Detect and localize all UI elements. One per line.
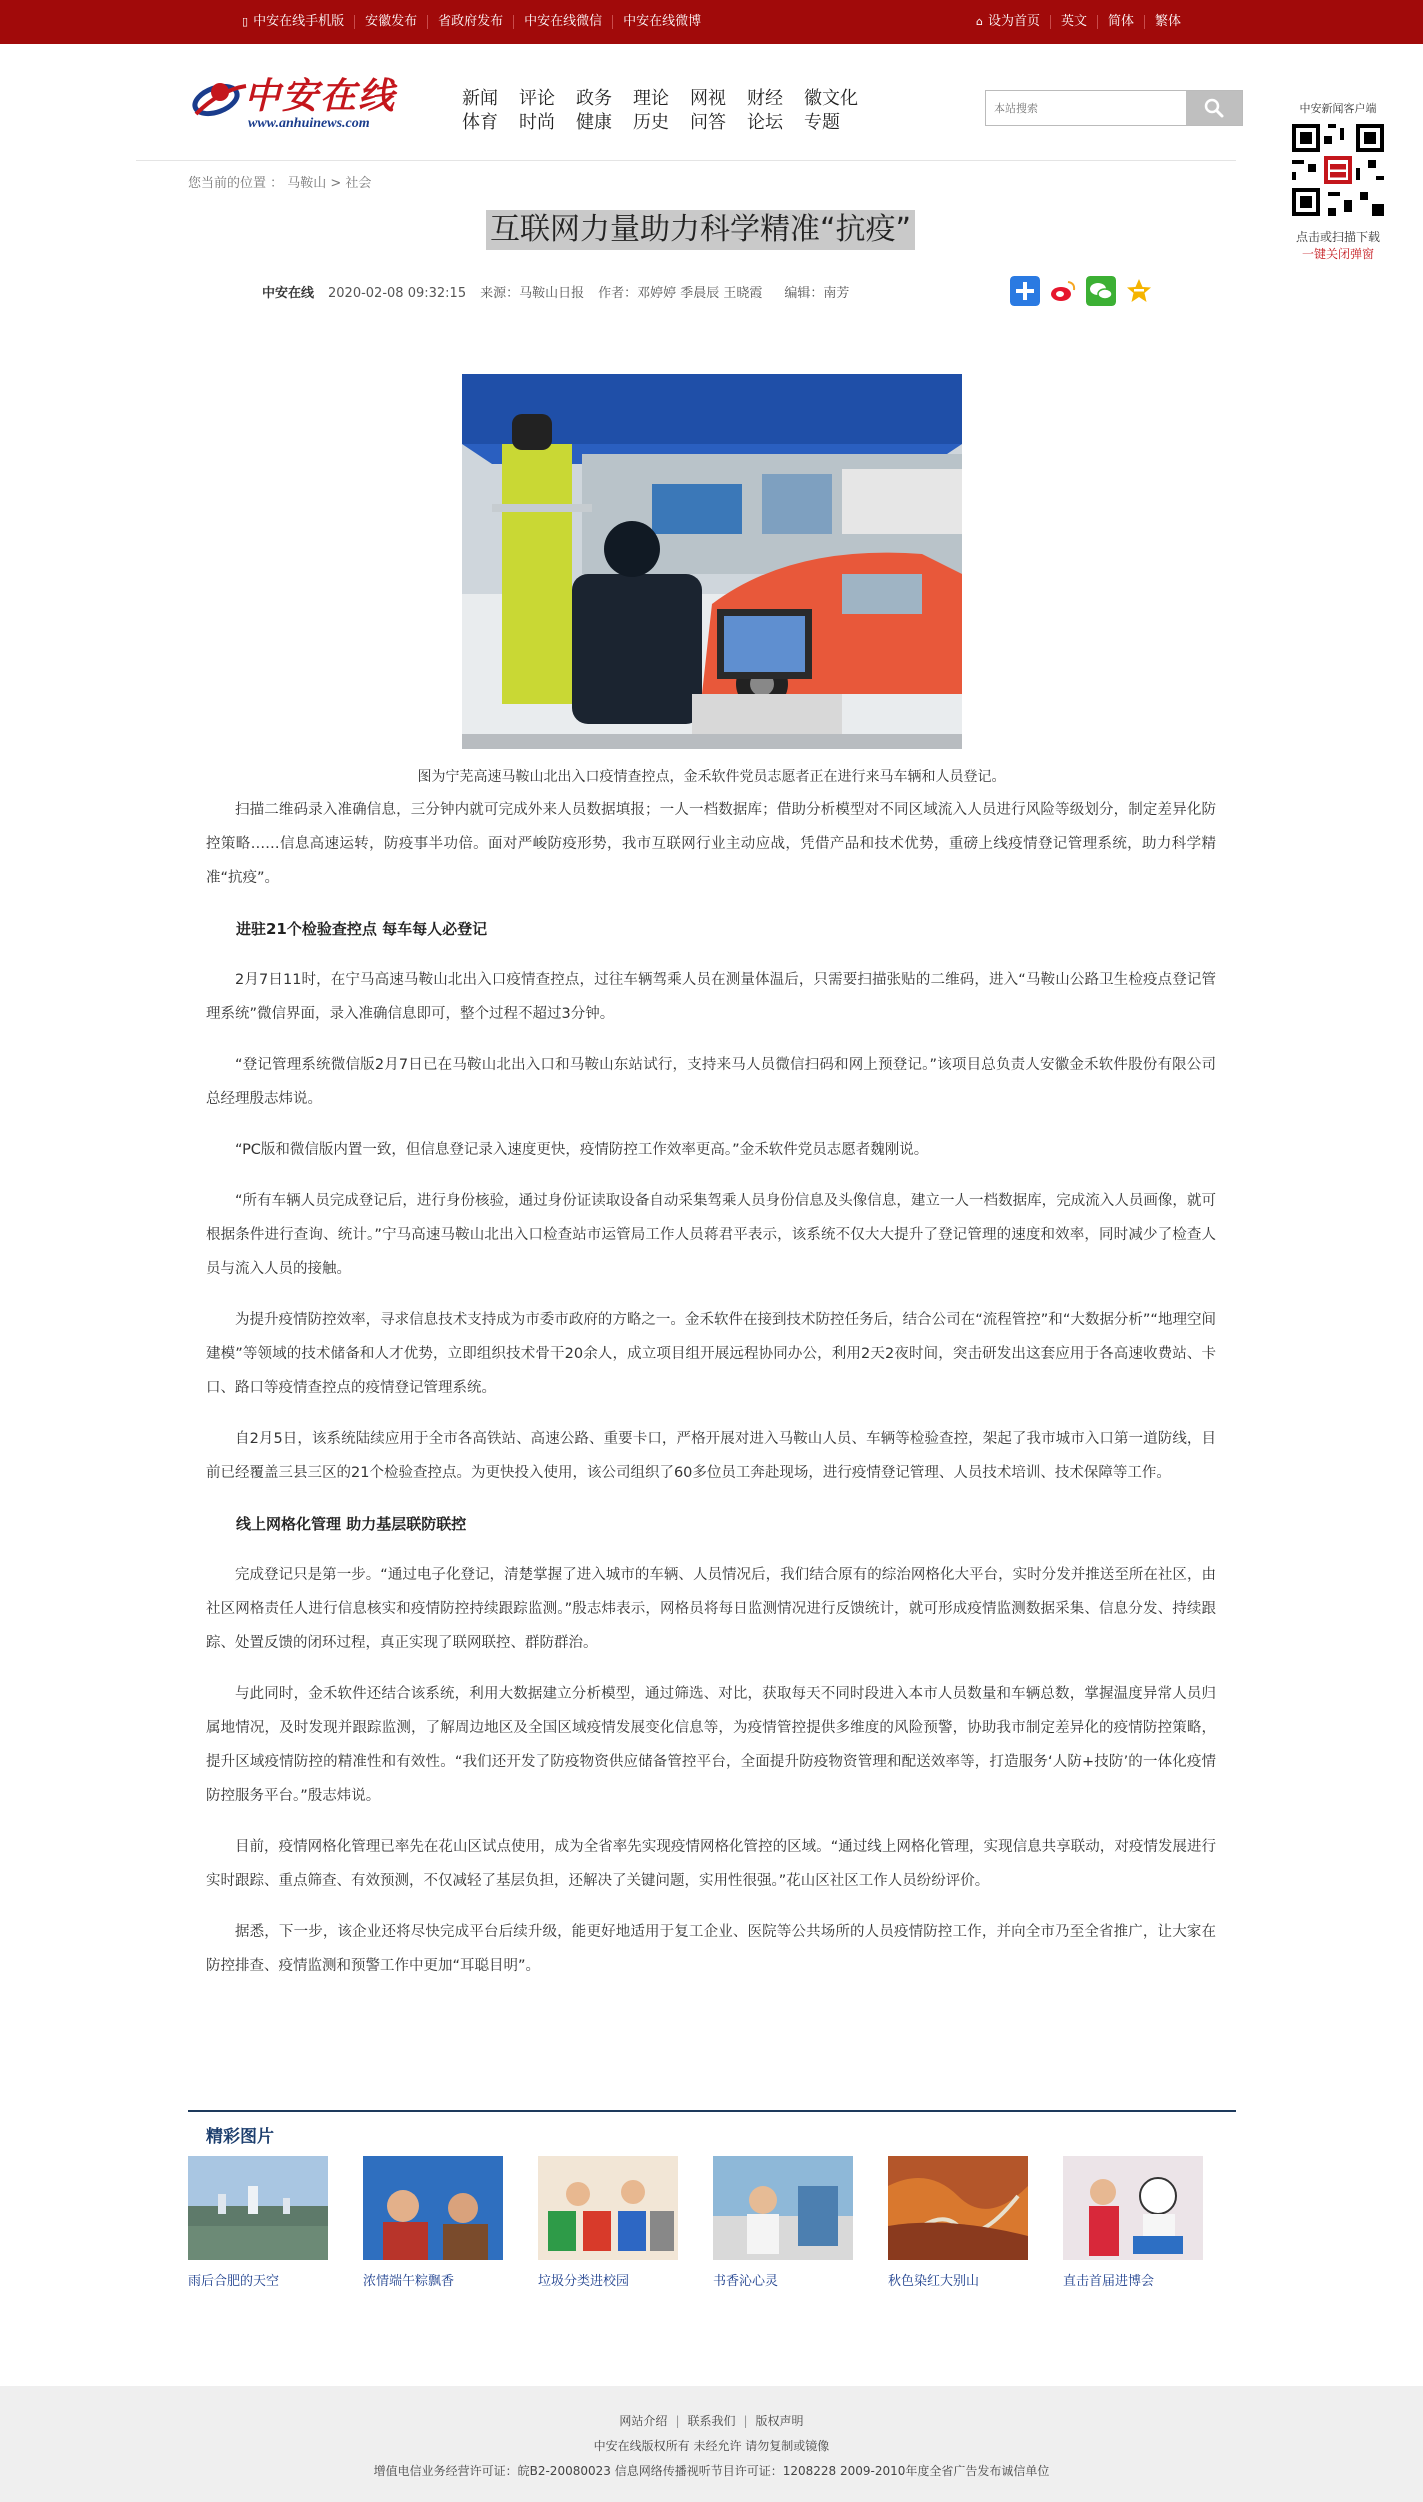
article-title: 互联网力量助力科学精准“抗疫” [486, 210, 915, 250]
gallery-caption: 直击首届进博会 [1063, 2274, 1155, 2289]
article-paragraph: “PC版和微信版内置一致，但信息登记录入速度更快，疫情防控工作效率更高。”金禾软件党员志愿者魏刚说。 [235, 1142, 929, 1158]
site-search [985, 90, 1243, 126]
meta-editor: 编辑：南芳 [784, 286, 850, 301]
footer-link-contact[interactable]: 联系我们 [687, 2414, 736, 2428]
breadcrumb: 您当前的位置 ： 马鞍山 > 社会 [188, 176, 372, 191]
gallery-title: 精彩图片 [206, 2127, 274, 2147]
nav-hui-culture[interactable]: 徽文化 [804, 88, 858, 109]
qr-code-icon[interactable] [1288, 120, 1388, 220]
nav-row-2 [462, 108, 902, 132]
article-paragraph: 目前，疫情网格化管理已率先在花山区试点使用，成为全省率先实现疫情网格化管控的区域。“通过线上网格化管理，实现信息共享联动，对疫情发展进行实时跟踪、重点筛查、有效预测，不仅减轻了基层负担，还解决了关键问题，实用性很强。”花山区社区工作人员纷纷评价。 [206, 1839, 1216, 1889]
search-button[interactable] [1186, 91, 1242, 125]
top-link-gov-release[interactable]: 省政府发布 [427, 15, 513, 29]
gallery-caption: 秋色染红大别山 [888, 2274, 980, 2289]
article-photo [462, 374, 962, 749]
logo-text: 中安在线 [244, 75, 397, 117]
gallery-item[interactable] [188, 2156, 328, 2289]
gallery-caption: 垃圾分类进校园 [538, 2274, 630, 2289]
nav-theory[interactable]: 理论 [633, 88, 669, 109]
gallery-image [1063, 2156, 1203, 2260]
share-bar [1010, 276, 1154, 306]
article-paragraph: 据悉，下一步，该企业还将尽快完成平台后续升级，能更好地适用于复工企业、医院等公共场所的人员疫情防控工作，并向全市乃至全省推广，让大家在防控排查、疫情监测和预警工作中更加“耳聪目明”。 [206, 1924, 1216, 1974]
meta-site: 中安在线 [262, 286, 315, 301]
article-paragraph: “所有车辆人员完成登记后，进行身份核验，通过身份证读取设备自动采集驾乘人员身份信息及头像信息，建立一人一档数据库，完成流入人员画像，就可根据条件进行查询、统计。”宁马高速马鞍山北出入口检查站市运管局工作人员蒋君平表示，该系统不仅大大提升了登记管理的速度和效率，同时减少了检查人员与流入人员的接触。 [206, 1193, 1216, 1277]
nav-health[interactable]: 健康 [576, 112, 612, 133]
gallery-image [538, 2156, 678, 2260]
footer-link-copyright[interactable]: 版权声明 [755, 2414, 804, 2428]
article-subheading: 进驻21个检验查控点 每车每人必登记 [236, 920, 488, 938]
app-qr-panel [1288, 100, 1388, 262]
gallery-image [188, 2156, 328, 2260]
simplified-link[interactable]: 简体 [1097, 15, 1144, 29]
qr-download-link[interactable]: 点击或扫描下载 [1295, 230, 1380, 244]
meta-source: 来源：马鞍山日报 [480, 286, 585, 301]
nav-comment[interactable]: 评论 [519, 88, 555, 109]
nav-qa[interactable]: 问答 [690, 112, 726, 133]
english-link[interactable]: 英文 [1050, 15, 1097, 29]
footer-separator: | [675, 2414, 680, 2428]
weibo-icon[interactable] [1048, 276, 1078, 306]
search-icon [1203, 97, 1225, 119]
nav-special[interactable]: 专题 [804, 112, 840, 133]
gallery-caption: 雨后合肥的天空 [188, 2274, 280, 2289]
mobile-phone-icon: ▯ [242, 15, 249, 28]
nav-row-1 [462, 84, 902, 108]
qr-close-link[interactable]: 一键关闭弹窗 [1301, 247, 1374, 261]
gallery-item[interactable] [888, 2156, 1028, 2289]
article-body [206, 793, 1216, 1983]
gallery-image [888, 2156, 1028, 2260]
home-icon: ⌂ [975, 15, 983, 28]
site-logo[interactable] [190, 66, 397, 146]
article-paragraph: 完成登记只是第一步。“通过电子化登记，清楚掌握了进入城市的车辆、人员情况后，我们结合原有的综治网格化大平台，实时分发并推送至所在社区，由社区网格责任人进行信息核实和疫情防控持续跟踪监测。”殷志炜表示，网格员将每日监测情况进行反馈统计，就可形成疫情监测数据采集、信息分发、持续跟踪、处置反馈的闭环过程，真正实现了联网联控、群防群治。 [206, 1567, 1216, 1651]
top-link-mobile-label: 中安在线手机版 [253, 14, 345, 29]
gallery-caption: 浓情端午粽飘香 [363, 2274, 455, 2289]
set-homepage-label: 设为首页 [987, 14, 1040, 29]
article-paragraph: 与此同时，金禾软件还结合该系统，利用大数据建立分析模型，通过筛选、对比，获取每天不同时段进入本市人员数量和车辆总数，掌握温度异常人员归属地情况，及时发现并跟踪监测，了解周边地区及全国区域疫情发展变化信息等，为疫情管控提供多维度的风险预警，协助我市制定差异化的疫情防控策略，提升区域疫情防控的精准性和有效性。“我们还开发了防疫物资供应储备管控平台，全面提升防疫物资管理和配送效率等，打造服务‘人防+技防’的一体化疫情防控服务平台。”殷志炜说。 [206, 1686, 1216, 1804]
article-paragraph: 自2月5日，该系统陆续应用于全市各高铁站、高速公路、重要卡口，严格开展对进入马鞍山人员、车辆等检验查控，架起了我市城市入口第一道防线，目前已经覆盖三县三区的21个检验查控点。为更快投入使用，该公司组织了60多位员工奔赴现场，进行疫情登记管理、人员技术培训、技术保障等工作。 [206, 1431, 1216, 1481]
article-paragraph: 为提升疫情防控效率，寻求信息技术支持成为市委市政府的方略之一。金禾软件在接到技术防控任务后，结合公司在“流程管控”和“大数据分析”“地理空间建模”等领域的技术储备和人才优势，立即组织技术骨干20余人，成立项目组开展远程协同办公，利用2天2夜时间，突击研发出这套应用于各高速收费站、卡口、路口等疫情查控点的疫情登记管理系统。 [206, 1312, 1216, 1396]
article-paragraph: 2月7日11时，在宁马高速马鞍山北出入口疫情查控点，过往车辆驾乘人员在测量体温后，只需要扫描张贴的二维码，进入“马鞍山公路卫生检疫点登记管理系统”微信界面，录入准确信息即可，整个过程不超过3分钟。 [206, 972, 1216, 1022]
meta-author: 作者：邓婷婷 季晨辰 王晓霞 [598, 286, 763, 301]
gallery-item[interactable] [538, 2156, 678, 2289]
article-paragraph: 扫描二维码录入准确信息，三分钟内就可完成外来人员数据填报；一人一档数据库；借助分析模型对不同区域流入人员进行风险等级划分，制定差异化防控策略……信息高速运转，防疫事半功倍。面对严峻防疫形势，我市互联网行业主动应战，凭借产品和技术优势，重磅上线疫情登记管理系统，助力科学精准“抗疫”。 [206, 802, 1216, 886]
top-bar-right-links [966, 0, 1191, 44]
gallery-item[interactable] [713, 2156, 853, 2289]
top-bar-left-links [232, 0, 711, 44]
nav-news[interactable]: 新闻 [462, 88, 498, 109]
footer-copyright: 中安在线版权所有 未经允许 请勿复制或镜像 [593, 2439, 830, 2453]
nav-fashion[interactable]: 时尚 [519, 112, 555, 133]
header-divider [136, 160, 1236, 161]
search-input[interactable] [986, 91, 1186, 125]
gallery-item[interactable] [1063, 2156, 1203, 2289]
top-link-wechat[interactable]: 中安在线微信 [513, 15, 612, 29]
logo-swoosh-icon [190, 70, 250, 130]
traditional-link[interactable]: 繁体 [1144, 15, 1191, 29]
footer-link-about[interactable]: 网站介绍 [619, 2414, 668, 2428]
nav-sports[interactable]: 体育 [462, 112, 498, 133]
article-subheading: 线上网格化管理 助力基层联防联控 [236, 1515, 467, 1533]
article-paragraph: “登记管理系统微信版2月7日已在马鞍山北出入口和马鞍山东站试行，支持来马人员微信扫码和网上预登记。”该项目总负责人安徽金禾软件股份有限公司总经理殷志炜说。 [206, 1057, 1216, 1107]
wechat-icon[interactable] [1086, 276, 1116, 306]
logo-url: www.anhuinews.com [248, 116, 370, 131]
qzone-icon[interactable] [1124, 276, 1154, 306]
share-plus-icon[interactable] [1010, 276, 1040, 306]
gallery-divider [188, 2110, 1236, 2112]
meta-datetime: 2020-02-08 09:32:15 [328, 286, 467, 301]
photo-caption: 图为宁芜高速马鞍山北出入口疫情查控点，金禾软件党员志愿者正在进行来马车辆和人员登记。 [417, 769, 1006, 785]
article-meta [262, 282, 849, 301]
gallery-image [363, 2156, 503, 2260]
gallery-caption: 书香沁心灵 [713, 2274, 779, 2289]
nav-finance[interactable]: 财经 [747, 88, 783, 109]
main-nav [462, 84, 902, 132]
top-link-anhui-release[interactable]: 安徽发布 [354, 15, 427, 29]
nav-forum[interactable]: 论坛 [747, 112, 783, 133]
top-link-weibo[interactable]: 中安在线微博 [612, 15, 711, 29]
footer-license: 增值电信业务经营许可证：皖B2-20080023 信息网络传播视听节目许可证：1208228 2009-2010年度全省广告发布诚信单位 [373, 2464, 1050, 2478]
top-link-mobile[interactable] [232, 15, 354, 29]
set-homepage-link[interactable] [966, 15, 1050, 29]
qr-caption: 中安新闻客户端 [1299, 102, 1377, 115]
gallery-item[interactable] [363, 2156, 503, 2289]
nav-video[interactable]: 网视 [690, 88, 726, 109]
footer-separator: | [743, 2414, 748, 2428]
footer-links [0, 2412, 1423, 2429]
gallery-image [713, 2156, 853, 2260]
nav-government[interactable]: 政务 [576, 88, 612, 109]
top-bar [0, 0, 1423, 44]
nav-history[interactable]: 历史 [633, 112, 669, 133]
